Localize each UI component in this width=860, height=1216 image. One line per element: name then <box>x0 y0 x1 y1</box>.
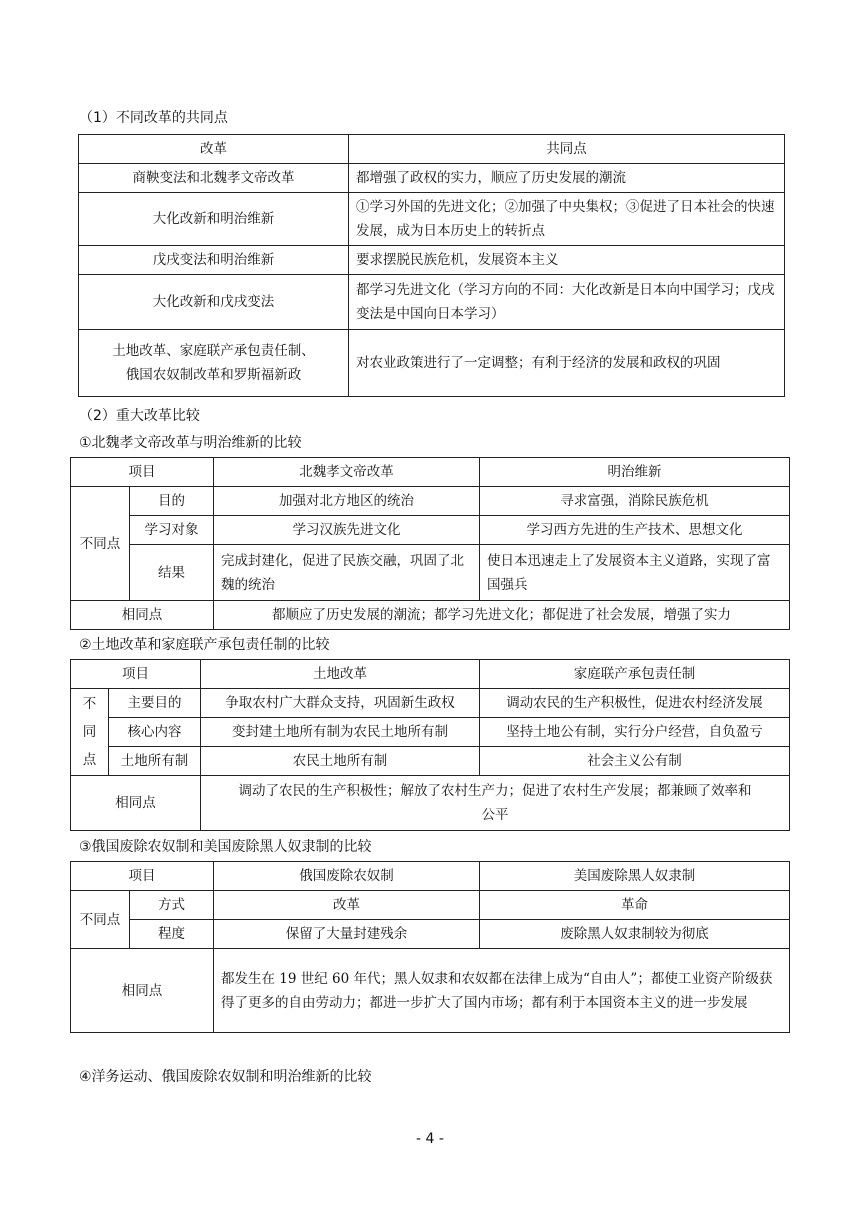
row-label: 结果 <box>130 545 214 601</box>
cell-a: 学习汉族先进文化 <box>214 516 480 545</box>
header-item: 项目 <box>71 458 214 487</box>
col-header-reform: 改革 <box>79 135 349 164</box>
cell-a: 争取农村广大群众支持，巩固新生政权 <box>201 689 480 718</box>
same-label: 相同点 <box>71 949 214 1033</box>
row-label: 土地所有制 <box>109 747 201 776</box>
common-cell: 都学习先进文化（学习方向的不同：大化改新是日本向中国学习；戊戌变法是中国向日本学习） <box>349 275 785 330</box>
cell-a: 农民土地所有制 <box>201 747 480 776</box>
same-line-2: 公平 <box>481 807 509 823</box>
same-label: 相同点 <box>71 776 201 831</box>
diff-label: 不同点 <box>71 487 130 601</box>
cell-b: 使日本迅速走上了发展资本主义道路，实现了富国强兵 <box>480 545 790 601</box>
col-header-common: 共同点 <box>349 135 785 164</box>
row-label: 核心内容 <box>109 718 201 747</box>
row-label: 学习对象 <box>130 516 214 545</box>
common-points-table <box>78 134 785 397</box>
header-col-a: 土地改革 <box>201 660 480 689</box>
cell-a: 加强对北方地区的统治 <box>214 487 480 516</box>
cell-a: 保留了大量封建残余 <box>214 920 480 949</box>
reform-cell <box>79 330 349 397</box>
common-cell: 对农业政策进行了一定调整；有利于经济的发展和政权的巩固 <box>349 330 785 397</box>
landreform-contract-table <box>70 659 790 831</box>
header-item: 项目 <box>71 660 201 689</box>
reform-cell: 大化改新和明治维新 <box>79 193 349 246</box>
header-col-a: 俄国废除农奴制 <box>214 862 480 891</box>
cell-b: 坚持土地公有制，实行分户经营，自负盈亏 <box>480 718 790 747</box>
reform-cell: 商鞅变法和北魏孝文帝改革 <box>79 164 349 193</box>
cell-b: 学习西方先进的生产技术、思想文化 <box>480 516 790 545</box>
reform-cell: 戊戌变法和明治维新 <box>79 246 349 275</box>
common-cell: 要求摆脱民族危机，发展资本主义 <box>349 246 785 275</box>
reform-cell: 大化改新和戊戌变法 <box>79 275 349 330</box>
cell-b: 废除黑人奴隶制较为彻底 <box>480 920 790 949</box>
page-number: - 4 - <box>416 1131 444 1147</box>
table-3-title: ③俄国废除农奴制和美国废除黑人奴隶制的比较 <box>79 839 372 855</box>
header-item: 项目 <box>71 862 214 891</box>
diff-label: 不 同 点 <box>71 689 109 776</box>
same-line-1: 调动了农民的生产积极性；解放了农村生产力；促进了农村生产发展；都兼顾了效率和 <box>238 783 752 799</box>
same-content: 都发生在 19 世纪 60 年代；黑人奴隶和农奴都在法律上成为“自由人”；都使工业资产阶级获得了更多的自由劳动力；都进一步扩大了国内市场；都有利于本国资本主义的进一步发展 <box>214 949 790 1033</box>
serfdom-slavery-table <box>70 861 790 1033</box>
cell-b: 社会主义公有制 <box>480 747 790 776</box>
section-2-heading: （2）重大改革比较 <box>79 408 200 424</box>
row-label: 程度 <box>130 920 214 949</box>
table-4-title: ④洋务运动、俄国废除农奴制和明治维新的比较 <box>79 1069 372 1085</box>
cell-a: 改革 <box>214 891 480 920</box>
cell-a: 完成封建化，促进了民族交融，巩固了北魏的统治 <box>214 545 480 601</box>
xiaowen-meiji-table <box>70 457 790 630</box>
table-2-title: ②土地改革和家庭联产承包责任制的比较 <box>79 637 330 653</box>
row-label: 目的 <box>130 487 214 516</box>
table-1-title: ①北魏孝文帝改革与明治维新的比较 <box>79 435 302 451</box>
cell-b: 调动农民的生产积极性，促进农村经济发展 <box>480 689 790 718</box>
section-1-heading: （1）不同改革的共同点 <box>79 110 228 126</box>
row-label: 主要目的 <box>109 689 201 718</box>
same-label: 相同点 <box>71 601 214 630</box>
reform-line-2: 俄国农奴制改革和罗斯福新政 <box>125 367 302 383</box>
header-col-a: 北魏孝文帝改革 <box>214 458 480 487</box>
cell-b: 革命 <box>480 891 790 920</box>
header-col-b: 家庭联产承包责任制 <box>480 660 790 689</box>
common-cell: ①学习外国的先进文化；②加强了中央集权；③促进了日本社会的快速发展，成为日本历史上的转折点 <box>349 193 785 246</box>
header-col-b: 美国废除黑人奴隶制 <box>480 862 790 891</box>
same-content <box>201 776 790 831</box>
row-label: 方式 <box>130 891 214 920</box>
cell-b: 寻求富强，消除民族危机 <box>480 487 790 516</box>
diff-label: 不同点 <box>71 891 130 949</box>
same-content: 都顺应了历史发展的潮流；都学习先进文化；都促进了社会发展，增强了实力 <box>214 601 790 630</box>
reform-line-1: 土地改革、家庭联产承包责任制、 <box>112 343 315 359</box>
header-col-b: 明治维新 <box>480 458 790 487</box>
cell-a: 变封建土地所有制为农民土地所有制 <box>201 718 480 747</box>
common-cell: 都增强了政权的实力，顺应了历史发展的潮流 <box>349 164 785 193</box>
